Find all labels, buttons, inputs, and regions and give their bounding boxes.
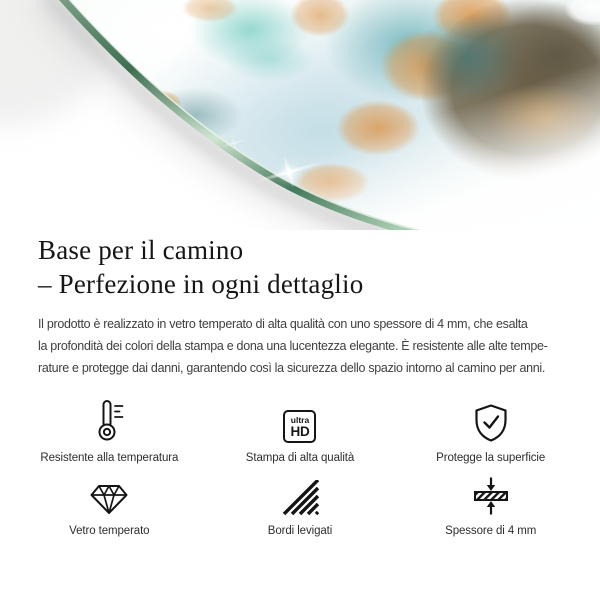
feature-label: Spessore di 4 mm bbox=[445, 525, 537, 537]
diamond-icon bbox=[89, 482, 129, 516]
product-title bbox=[38, 233, 600, 301]
thermometer-icon bbox=[93, 399, 125, 443]
feature-grid bbox=[0, 397, 600, 537]
thickness-4mm-icon bbox=[471, 476, 511, 516]
feature-temperature-resistant bbox=[14, 397, 205, 464]
ultra-hd-icon-text-top: ultra bbox=[290, 414, 310, 425]
feature-surface-protection bbox=[395, 397, 586, 464]
feature-thickness bbox=[395, 476, 586, 537]
polished-edges-icon bbox=[280, 480, 320, 516]
feature-print-quality bbox=[205, 397, 396, 464]
product-title-line2: – Perfezione in ogni dettaglio bbox=[38, 269, 364, 299]
ultra-hd-icon-text-bottom: HD bbox=[290, 423, 310, 439]
feature-label: Resistente alla temperatura bbox=[40, 452, 179, 464]
feature-label: Protegge la superficie bbox=[436, 452, 546, 464]
description-line: la profondità dei colori della stampa e dona una lucentezza elegante. È resistente alle alte tempe- bbox=[38, 339, 548, 353]
product-title-line1: Base per il camino bbox=[38, 235, 244, 265]
shield-check-icon bbox=[473, 403, 509, 443]
product-description bbox=[38, 313, 564, 379]
feature-label: Vetro temperato bbox=[69, 525, 150, 537]
description-line: Il prodotto è realizzato in vetro temperato di alta qualità con uno spessore di 4 mm, che esalta bbox=[38, 317, 528, 331]
feature-polished-edges bbox=[205, 476, 396, 537]
description-line: rature e protegge dai danni, garantendo così la sicurezza dello spazio intorno al camino per anni. bbox=[38, 361, 546, 375]
feature-label: Stampa di alta qualità bbox=[245, 452, 355, 464]
product-photo-glass-panel bbox=[0, 0, 600, 230]
feature-label: Bordi levigati bbox=[267, 525, 333, 537]
ultra-hd-icon bbox=[283, 410, 316, 443]
feature-tempered-glass bbox=[14, 476, 205, 537]
